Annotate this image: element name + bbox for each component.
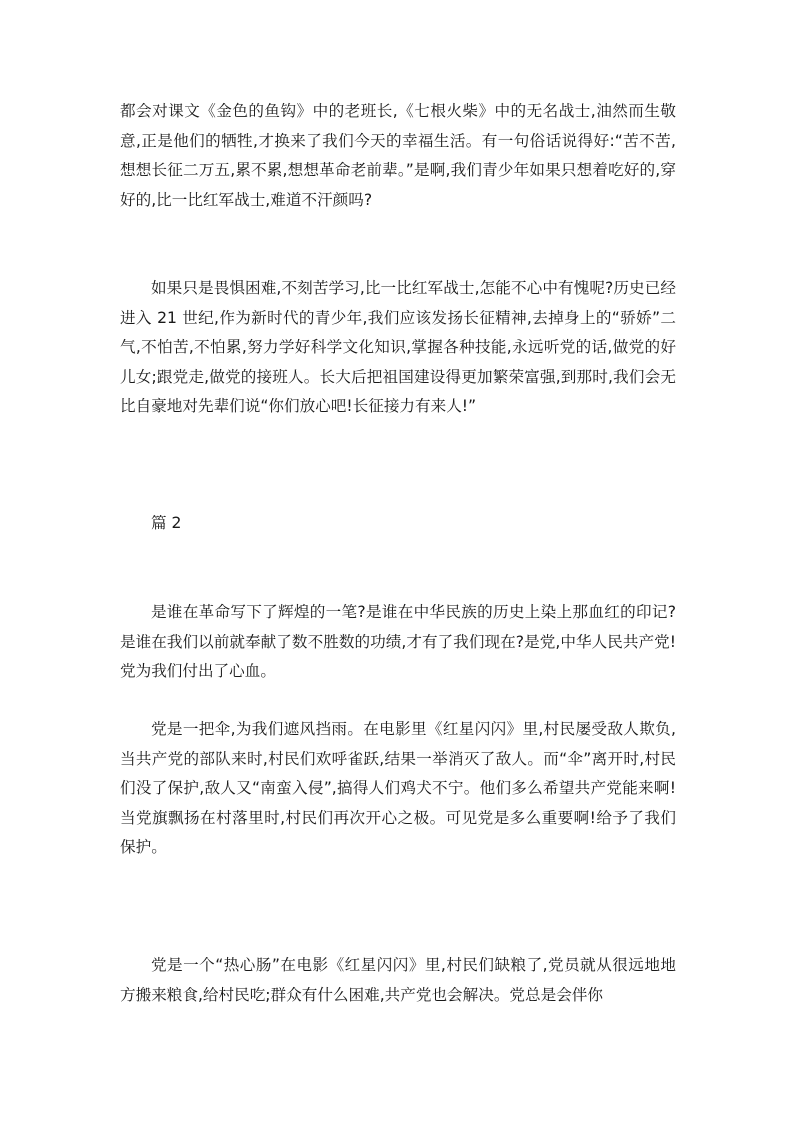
paragraph-party-umbrella: 党是一把伞,为我们遮风挡雨。在电影里《红星闪闪》里,村民屡受敌人欺负,当共产党的部队来时,村民们欢呼雀跃,结果一举消灭了敌人。而“伞”离开时,村民们没了保护,敌人又“南蛮入侵”,搞得人们鸡犬不宁。他们多么希望共产党能来啊!当党旗飘扬在村落里时,村民们再次开心之极。可见党是多么重要啊!给予了我们保护。 <box>120 720 676 856</box>
paragraph-who-wrote-history: 是谁在革命写下了辉煌的一笔?是谁在中华民族的历史上染上那血红的印记?是谁在我们以前就奉献了数不胜数的功绩,才有了我们现在?是党,中华人民共产党!党为我们付出了心血。 <box>120 603 676 680</box>
paragraph-party-warm-heart: 党是一个“热心肠”在电影《红星闪闪》里,村民们缺粮了,党员就从很远地地方搬来粮食,给村民吃;群众有什么困难,共产党也会解决。党总是会伴你 <box>120 956 676 1004</box>
paragraph-continued: 都会对课文《金色的鱼钩》中的老班长,《七根火柴》中的无名战士,油然而生敬意,正是他们的牺牲,才换来了我们今天的幸福生活。有一句俗话说得好:“苦不苦,想想长征二万五,累不累,想想革命老前辈。”是啊,我们青少年如果只想着吃好的,穿好的,比一比红军战士,难道不汗颜吗? <box>120 102 676 209</box>
section-heading: 篇 2 <box>151 514 182 532</box>
paragraph-long-march-spirit: 如果只是畏惧困难,不刻苦学习,比一比红军战士,怎能不心中有愧呢?历史已经进入 21 世纪,作为新时代的青少年,我们应该发扬长征精神,去掉身上的“骄娇”二气,不怕苦,不怕累,努力学好科学文化知识,掌握各种技能,永远听党的话,做党的好儿女;跟党走,做党的接班人。长大后把祖国建设得更加繁荣富强,到那时,我们会无比自豪地对先辈们说“你们放心吧!长征接力有来人!” <box>120 279 676 415</box>
